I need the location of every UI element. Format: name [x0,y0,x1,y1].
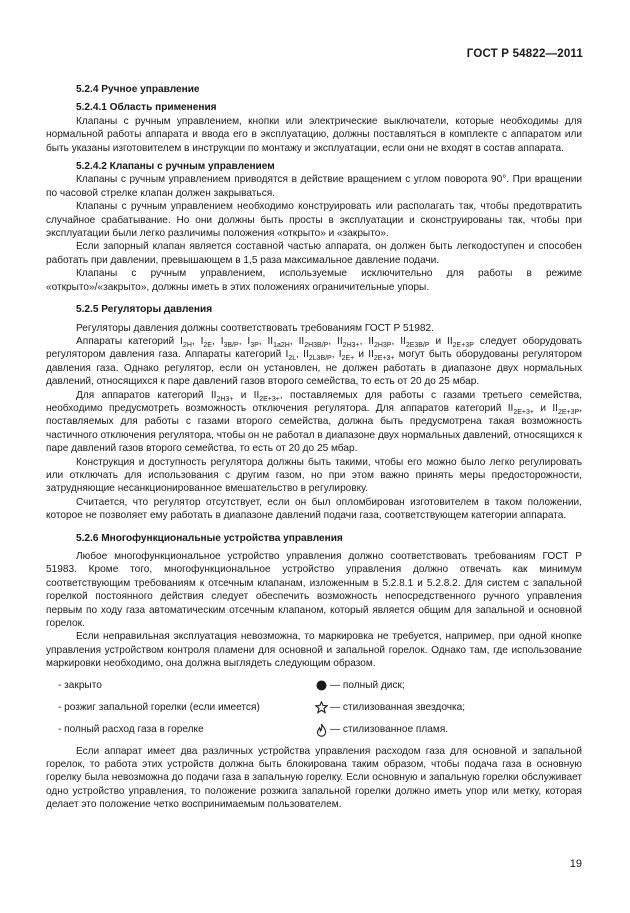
marking-label: - полный расход газа в горелке [58,723,204,735]
filled-disc-icon [313,680,329,691]
paragraph: Если неправильная эксплуатация невозможна, то маркировка не требуется, например, при одной кнопке управления устройством контроля пламени для основной и запальной горелок. Однако там, где использование маркировки необходимо, она должна выглядеть следующим образом. [46,631,582,670]
standard-header: ГОСТ Р 54822—2011 [466,48,583,60]
marking-label: - розжиг запальной горелки (если имеется) [58,701,260,713]
list-item [46,697,582,719]
paragraph: Клапаны с ручным управлением приводятся в действие вращением с углом поворота 90°. При вращении по часовой стрелке клапан должен закрываться. [46,174,582,199]
section-heading: 5.2.6 Многофункциональные устройства управления [76,532,343,544]
list-item [46,675,582,697]
paragraph: Считается, что регулятор отсутствует, если он был опломбирован изготовителем в таком положении, которое не позволяет ему работать в диапазоне давлений подачи газа, соответствующем категории аппарата. [46,496,582,522]
paragraph: Клапаны с ручным управлением необходимо конструировать или располагать так, чтобы предотвратить случайное срабатывание. Но они должны быть просты в эксплуатации и сконструированы так, чтобы при эксплуатации были легко различимы положения «открыто» и «закрыто». [46,201,582,240]
section-heading: 5.2.4 Ручное управление [76,84,200,95]
marking-label: - закрыто [58,679,102,691]
paragraph-categories: Аппараты категорий $I_{2H}$, $I_{2E}$, $I_{3B/P}$, $I_{3P}$, $II_{1a2H}$, $II_{2H3B/P}$, $II_{2H3+}$, $II_{2H3P}$, $II_{2E3B/P}$ и $II_{2E+3P}$ следует оборудовать регулятором давления газа. Аппараты категорий $I_{2L}$, $II_{2L3B/P}$, $I_{2E+}$ и $II_{2E+3+}$ могут быть оборудованы регулятором давления газа. Однако регулятор, если он установлен, не должен работать в диапазоне двух нормальных давлений, относящихся к паре давлений газов второго семейства, то есть от 20 до 25 мбар. [46,335,583,388]
paragraph: Регуляторы давления должны соответствовать требованиям ГОСТ Р 51982. [76,322,434,334]
paragraph-regulator-disable: Для аппаратов категорий $II_{2H3+}$ и $II_{2E+3+}$, поставляемых для работы с газами третьего семейства, необходимо предусмотреть возможность отключения регулятора. Для аппаратов категорий $II_{2E+3+}$ и $II_{2E+3P}$, поставляемых для работы с газами второго семейства, должна быть предусмотрена такая возможность частичного отключения регулятора, чтобы он не работал в диапазоне двух нормальных давлений, относящихся к паре давлений газов второго семейства, то есть от 20 до 25 мбар. [46,389,582,455]
paragraph: Клапаны с ручным управлением, используемые исключительно для работы в режиме «открыто»/«закрыто», должны иметь в этих положениях ограничительные упоры. [46,268,582,293]
marking-list [46,675,582,741]
document-body [46,83,582,812]
marking-description: — стилизованное пламя. [330,723,449,735]
subsection-heading: 5.2.4.1 Область применения [76,102,217,114]
list-item [46,719,582,741]
paragraph: Конструкция и доступность регулятора должны быть такими, чтобы его можно было легко регулировать или отключать для использования с другим газом, но при этом важно принять меры предосторожности, затрудняющие несанкционированное вмешательство в регулировку. [46,456,582,495]
section-heading: 5.2.5 Регуляторы давления [76,304,213,316]
page-number: 19 [569,858,582,870]
marking-description: — стилизованная звездочка; [330,701,466,713]
subsection-heading: 5.2.4.2 Клапаны с ручным управлением [76,161,275,173]
flame-icon [313,723,329,737]
paragraph: Если аппарат имеет два различных устройства управления расходом газа для основной и запальной горелок, то работа этих устройств должна быть блокирована таким образом, чтобы подача газа в основную горелку была невозможна до подачи газа в запальную горелку. Если основную и запальную горелки обслуживает одно устройство управления, то положение розжига запальной горелки должно иметь упор или метку, которая делает это положение четко воспринимаемым пользователем. [46,745,582,811]
paragraph: Любое многофункциональное устройство управления должно соответствовать требованиям ГОСТ Р 51983. Кроме того, многофункциональное устройство управления должно отвечать как минимум соответствующим требованиям к отсечным клапанам, изложенным в 5.2.8.1 и 5.2.8.2. Для систем с запальной горелкой постоянного действия следует обеспечить возможность непосредственного ручного управления первым по ходу газа автоматическим отсечным клапаном, который является общим для запальной и основной горелок. [46,551,582,630]
paragraph: Клапаны с ручным управлением, кнопки или электрические выключатели, которые необходимы для нормальной работы аппарата и ввода его в эксплуатацию, должны поставляться в комплекте с аппаратом или быть указаны изготовителем в инструкции по монтажу и эксплуатации, если они не входят в состав аппарата. [46,115,582,154]
marking-description: — полный диск; [330,679,405,691]
paragraph: Если запорный клапан является составной частью аппарата, он должен быть легкодоступен и способен работать при давлении, превышающем в 1,5 раза максимальное давление подачи. [46,241,582,266]
star-icon [313,701,329,714]
